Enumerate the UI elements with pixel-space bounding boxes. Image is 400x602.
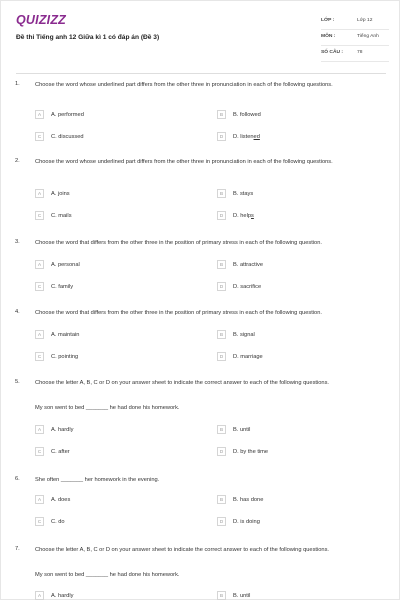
question-number: 6. (15, 476, 20, 482)
option-label: D. sacrifice (233, 283, 262, 290)
option-letter-box: C (35, 517, 44, 526)
question-number: 1. (15, 81, 20, 87)
meta-label: MÔN : (321, 34, 336, 39)
question-number: 5. (15, 379, 20, 385)
question-text: She often _______ her homework in the evening. (35, 477, 160, 483)
option-letter-box: D (217, 517, 226, 526)
option-label: B. has done (233, 496, 264, 503)
option-label: A. joins (51, 190, 70, 197)
question-number: 2. (15, 158, 20, 164)
option-letter-box: D (217, 352, 226, 361)
option-label: D. listened (233, 133, 260, 140)
meta-value: Lớp 12 (357, 18, 373, 23)
option-label: A. maintain (51, 331, 80, 338)
option-letter-box: C (35, 211, 44, 220)
option-letter-box: A (35, 425, 44, 434)
option-label: C. do (51, 518, 65, 525)
option-label: C. pointing (51, 353, 79, 360)
option-label: C. family (51, 283, 74, 290)
option-label: C. after (51, 448, 70, 455)
option-label: D. marriage (233, 353, 263, 360)
question-number: 7. (15, 546, 20, 552)
option-label: D. helps (233, 212, 254, 219)
option-label: B. followed (233, 111, 261, 118)
option-label: B. stays (233, 190, 254, 197)
option-letter-box: A (35, 110, 44, 119)
option-letter-box: C (35, 352, 44, 361)
option-label: A. performed (51, 111, 84, 118)
brand-logo: QUIZIZZ (16, 13, 67, 27)
option-label: A. hardly (51, 426, 74, 433)
question-number: 3. (15, 239, 20, 245)
meta-row-subject (321, 32, 389, 46)
meta-panel (321, 16, 389, 64)
option-label: B. until (233, 592, 251, 599)
question-text: Choose the word whose underlined part differs from the other three in pronunciation in each of the following questions. (35, 159, 333, 165)
option-letter-box: A (35, 260, 44, 269)
meta-row-count (321, 48, 389, 62)
option-letter-box: D (217, 132, 226, 141)
option-label: C. discussed (51, 133, 84, 140)
option-letter-box: D (217, 211, 226, 220)
option-letter-box: D (217, 447, 226, 456)
option-letter-box: C (35, 447, 44, 456)
option-letter-box: B (217, 591, 226, 600)
option-letter-box: A (35, 330, 44, 339)
option-label: B. until (233, 426, 251, 433)
option-label: B. attractive (233, 261, 264, 268)
question-text: Choose the word that differs from the other three in the position of primary stress in each of the following question. (35, 240, 322, 246)
option-letter-box: B (217, 425, 226, 434)
question-number: 4. (15, 309, 20, 315)
option-label: C. mails (51, 212, 72, 219)
option-letter-box: D (217, 282, 226, 291)
option-label: A. hardly (51, 592, 74, 599)
option-letter-box: A (35, 189, 44, 198)
option-label: D. is doing (233, 518, 260, 525)
option-letter-box: A (35, 495, 44, 504)
meta-value: 78 (357, 50, 363, 55)
option-letter-box: B (217, 330, 226, 339)
option-letter-box: C (35, 132, 44, 141)
option-letter-box: A (35, 591, 44, 600)
meta-label: LỚP : (321, 18, 335, 23)
meta-row-class (321, 16, 389, 30)
question-stem: My son went to bed _______ he had done his homework. (35, 572, 180, 578)
option-letter-box: B (217, 260, 226, 269)
option-letter-box: B (217, 189, 226, 198)
option-letter-box: C (35, 282, 44, 291)
question-text: Choose the letter A, B, C or D on your answer sheet to indicate the correct answer to each of the following questions. (35, 380, 330, 386)
option-label: D. by the time (233, 448, 269, 455)
option-letter-box: B (217, 495, 226, 504)
page-title: Đề thi Tiếng anh 12 Giữa kì 1 có đáp án (Đề 3) (16, 34, 160, 41)
option-letter-box: B (217, 110, 226, 119)
option-label: A. does (51, 496, 71, 503)
question-text: Choose the word that differs from the other three in the position of primary stress in each of the following question. (35, 310, 322, 316)
question-stem: My son went to bed _______ he had done his homework. (35, 405, 180, 411)
option-label: A. personal (51, 261, 80, 268)
option-label: B. signal (233, 331, 255, 338)
divider (16, 73, 386, 74)
meta-value: Tiếng Anh (357, 34, 379, 39)
question-text: Choose the word whose underlined part differs from the other three in pronunciation in each of the following questions. (35, 82, 333, 88)
meta-label: SỐ CÂU : (321, 50, 344, 55)
question-text: Choose the letter A, B, C or D on your answer sheet to indicate the correct answer to each of the following questions. (35, 547, 330, 553)
